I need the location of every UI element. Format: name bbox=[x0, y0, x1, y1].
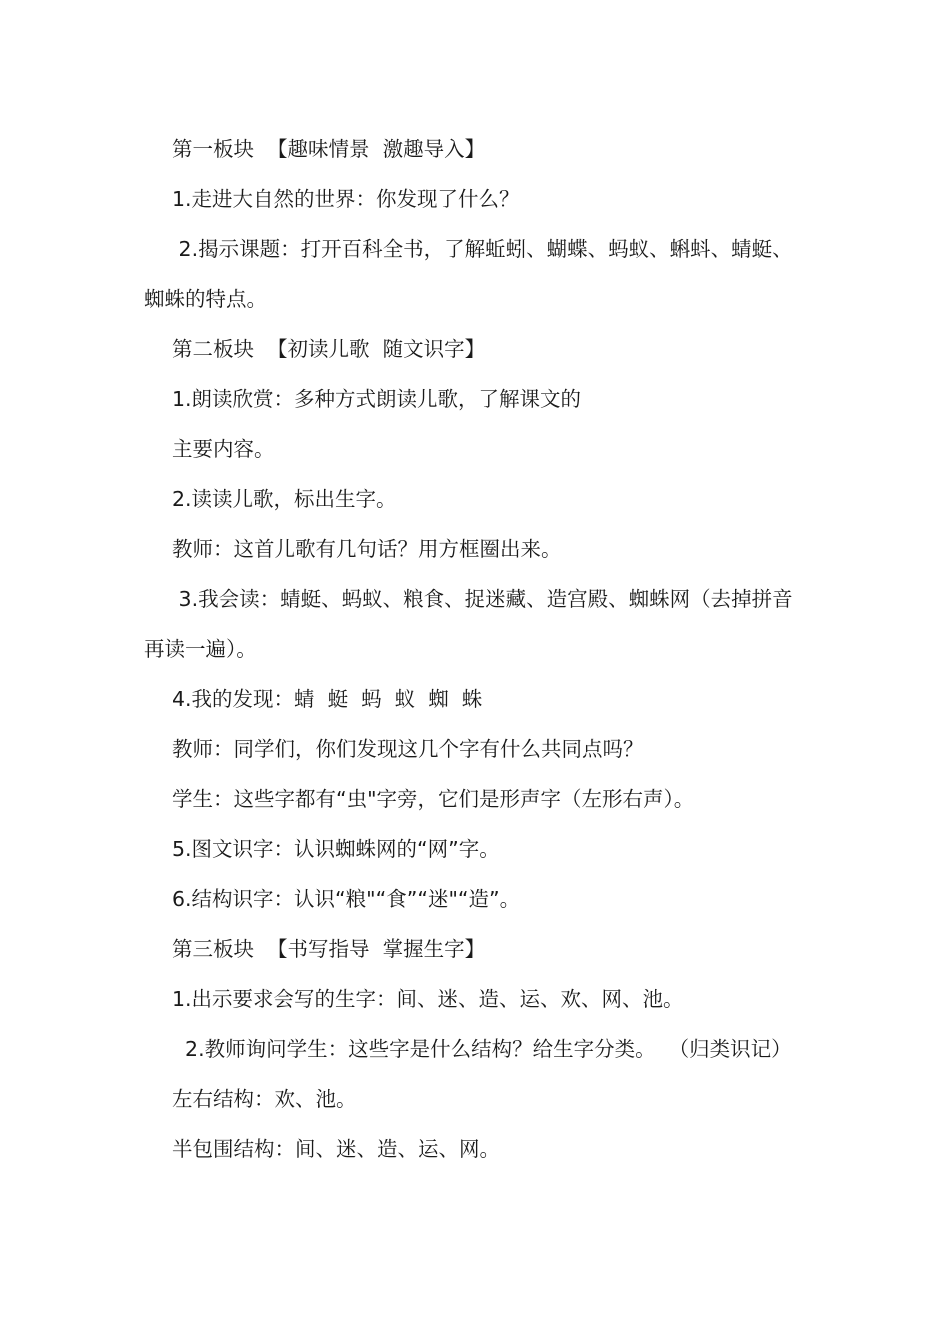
paragraph: 学生：这些字都有“虫"字旁，它们是形声字（左形右声）。 bbox=[172, 787, 695, 811]
paragraph: 教师：同学们，你们发现这几个字有什么共同点吗？ bbox=[172, 737, 644, 761]
section-heading-3: 第三板块 【书写指导 掌握生字】 bbox=[172, 937, 486, 961]
paragraph: 1.走进大自然的世界：你发现了什么？ bbox=[172, 187, 520, 211]
section-heading-2: 第二板块 【初读儿歌 随文识字】 bbox=[172, 337, 486, 361]
section-heading-1: 第一板块 【趣味情景 激趣导入】 bbox=[172, 137, 486, 161]
paragraph: 4.我的发现：蜻 蜓 蚂 蚁 蜘 蛛 bbox=[172, 687, 483, 711]
paragraph: 1.出示要求会写的生字：间、迷、造、运、欢、网、池。 bbox=[172, 987, 684, 1011]
paragraph: 主要内容。 bbox=[172, 437, 275, 461]
paragraph: 1.朗读欣赏：多种方式朗读儿歌，了解课文的 bbox=[172, 387, 582, 411]
paragraph: 6.结构识字：认识“粮"“食”“迷"“造”。 bbox=[172, 887, 521, 911]
paragraph: 半包围结构：间、迷、造、运、网。 bbox=[172, 1137, 500, 1161]
paragraph: 教师：这首儿歌有几句话？用方框圈出来。 bbox=[172, 537, 562, 561]
paragraph: 2.揭示课题：打开百科全书，了解蚯蚓、蝴蝶、蚂蚁、蝌蚪、蜻蜓、蜘蛛的特点。 bbox=[144, 237, 793, 311]
paragraph: 3.我会读：蜻蜓、蚂蚁、粮食、捉迷藏、造宫殿、蜘蛛网（去掉拼音再读一遍）。 bbox=[144, 587, 793, 661]
paragraph: 5.图文识字：认识蜘蛛网的“网”字。 bbox=[172, 837, 500, 861]
paragraph: 2.读读儿歌，标出生字。 bbox=[172, 487, 397, 511]
paragraph: 2.教师询问学生：这些字是什么结构？给生字分类。 （归类识记） bbox=[172, 1037, 792, 1061]
paragraph: 左右结构：欢、池。 bbox=[172, 1087, 357, 1111]
